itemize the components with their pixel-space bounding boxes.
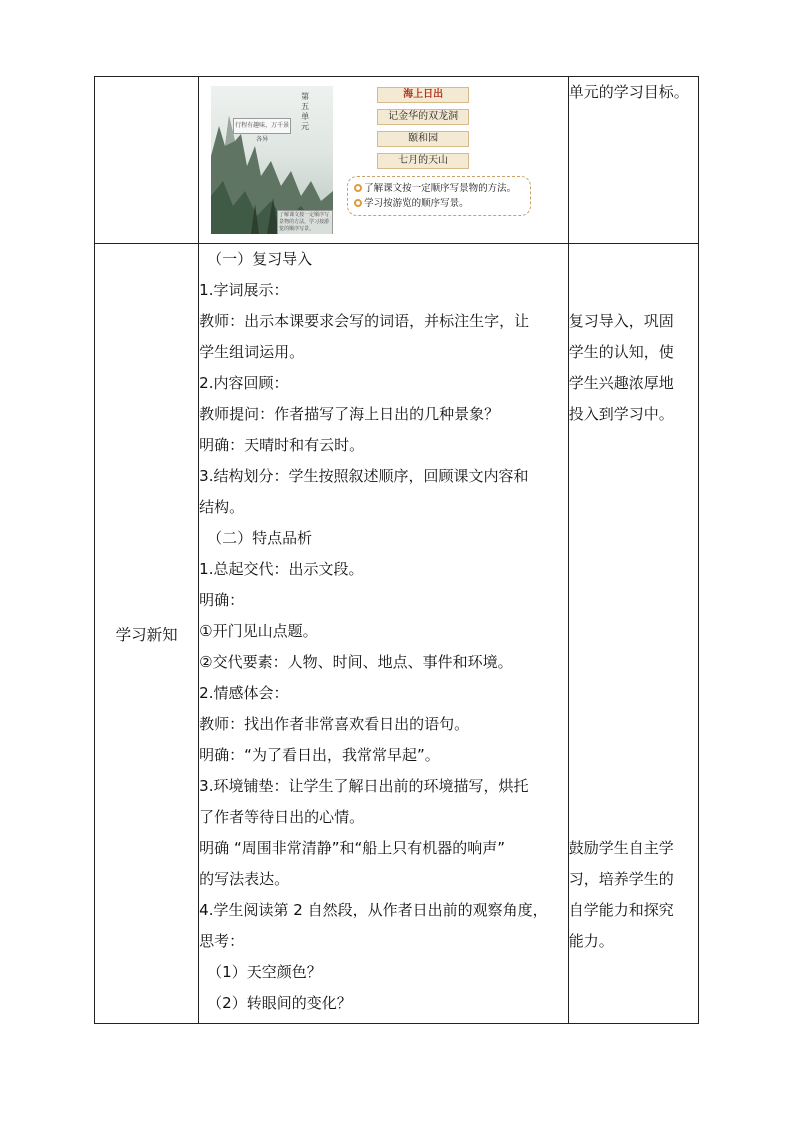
empty-label-cell [95, 77, 199, 244]
goal-item [354, 196, 524, 211]
lesson-title-list [377, 87, 469, 175]
content-line: 思考： [199, 932, 245, 950]
cover-note: 了解课文按一定顺序写景物的方法，学习按游览的顺序写景。 [277, 210, 333, 234]
note-line: 单元的学习目标。 [568, 83, 689, 101]
section-label-cell [95, 244, 199, 1024]
unit-tag: 第五单元 [301, 92, 310, 131]
content-line: 学生组词运用。 [199, 343, 305, 361]
content-line: （1）天空颜色？ [207, 963, 322, 981]
goal-text: 学习按游览的顺序写景。 [364, 198, 469, 209]
bullet-icon [354, 199, 362, 207]
content-line: 的写法表达。 [199, 870, 290, 888]
illustration-cell [199, 77, 569, 244]
note-cell [568, 77, 698, 244]
content-line: 2.情感体会： [199, 684, 289, 702]
content-line: 2.内容回顾： [199, 374, 289, 392]
content-line: 教师：找出作者非常喜欢看日出的语句。 [199, 715, 470, 733]
content-line: 1.总起交代：出示文段。 [199, 560, 364, 578]
content-cell [199, 244, 569, 1024]
content-line: ①开门见山点题。 [199, 622, 318, 640]
content-line: （2）转眼间的变化？ [207, 994, 352, 1012]
table-row [95, 244, 699, 1024]
unit-cover-image [211, 86, 333, 234]
content-line: 3.环境铺垫：让学生了解日出前的环境描写，烘托 [199, 777, 529, 795]
lesson-title: 海上日出 [377, 87, 469, 103]
note-line: 学生兴趣浓厚地 [568, 374, 674, 392]
lesson-title: 记金华的双龙洞 [377, 109, 469, 125]
unit-illustration [199, 77, 568, 243]
goal-text: 了解课文按一定顺序写景物的方法。 [364, 183, 517, 194]
content-line: 了作者等待日出的心情。 [199, 808, 365, 826]
content-line: 教师提问：作者描写了海上日出的几种景象？ [199, 405, 500, 423]
cover-caption: 行程有趣味，万千景各异 [233, 118, 291, 134]
content-line: 明确：“为了看日出，我常常早起”。 [199, 746, 440, 764]
note-line: 鼓励学生自主学 [568, 839, 674, 857]
note-line: 学生的认知，使 [568, 343, 674, 361]
section-label: 学习新知 [115, 625, 178, 644]
content-line: 4.学生阅读第 2 自然段，从作者日出前的观察角度， [199, 901, 548, 919]
content-line: 明确： [199, 591, 245, 609]
spacer [569, 244, 698, 306]
lesson-title: 七月的天山 [377, 153, 469, 169]
note-line: 习，培养学生的 [568, 870, 674, 888]
note-line: 自学能力和探究 [568, 901, 674, 919]
content-line: 明确 “周围非常清静”和“船上只有机器的响声” [199, 839, 506, 857]
lesson-title: 颐和园 [377, 131, 469, 147]
content-line: 结构。 [199, 498, 245, 516]
notes-cell [568, 244, 698, 1024]
content-line: 3.结构划分：学生按照叙述顺序，回顾课文内容和 [199, 467, 529, 485]
note-line: 能力。 [568, 932, 614, 950]
content-line: 1.字词展示： [199, 281, 289, 299]
content-line: （一）复习导入 [207, 250, 313, 268]
table-row [95, 77, 699, 244]
unit-goals-box [347, 176, 531, 216]
content-line: （二）特点品析 [207, 529, 313, 547]
lesson-plan-table [94, 76, 699, 1024]
spacer [569, 430, 698, 833]
note-line: 投入到学习中。 [568, 405, 674, 423]
content-line: 教师：出示本课要求会写的词语，并标注生字，让 [199, 312, 530, 330]
content-line: 明确：天晴时和有云时。 [199, 436, 365, 454]
bullet-icon [354, 184, 362, 192]
goal-item [354, 181, 524, 196]
note-line: 复习导入，巩固 [568, 312, 674, 330]
content-line: ②交代要素：人物、时间、地点、事件和环境。 [199, 653, 513, 671]
